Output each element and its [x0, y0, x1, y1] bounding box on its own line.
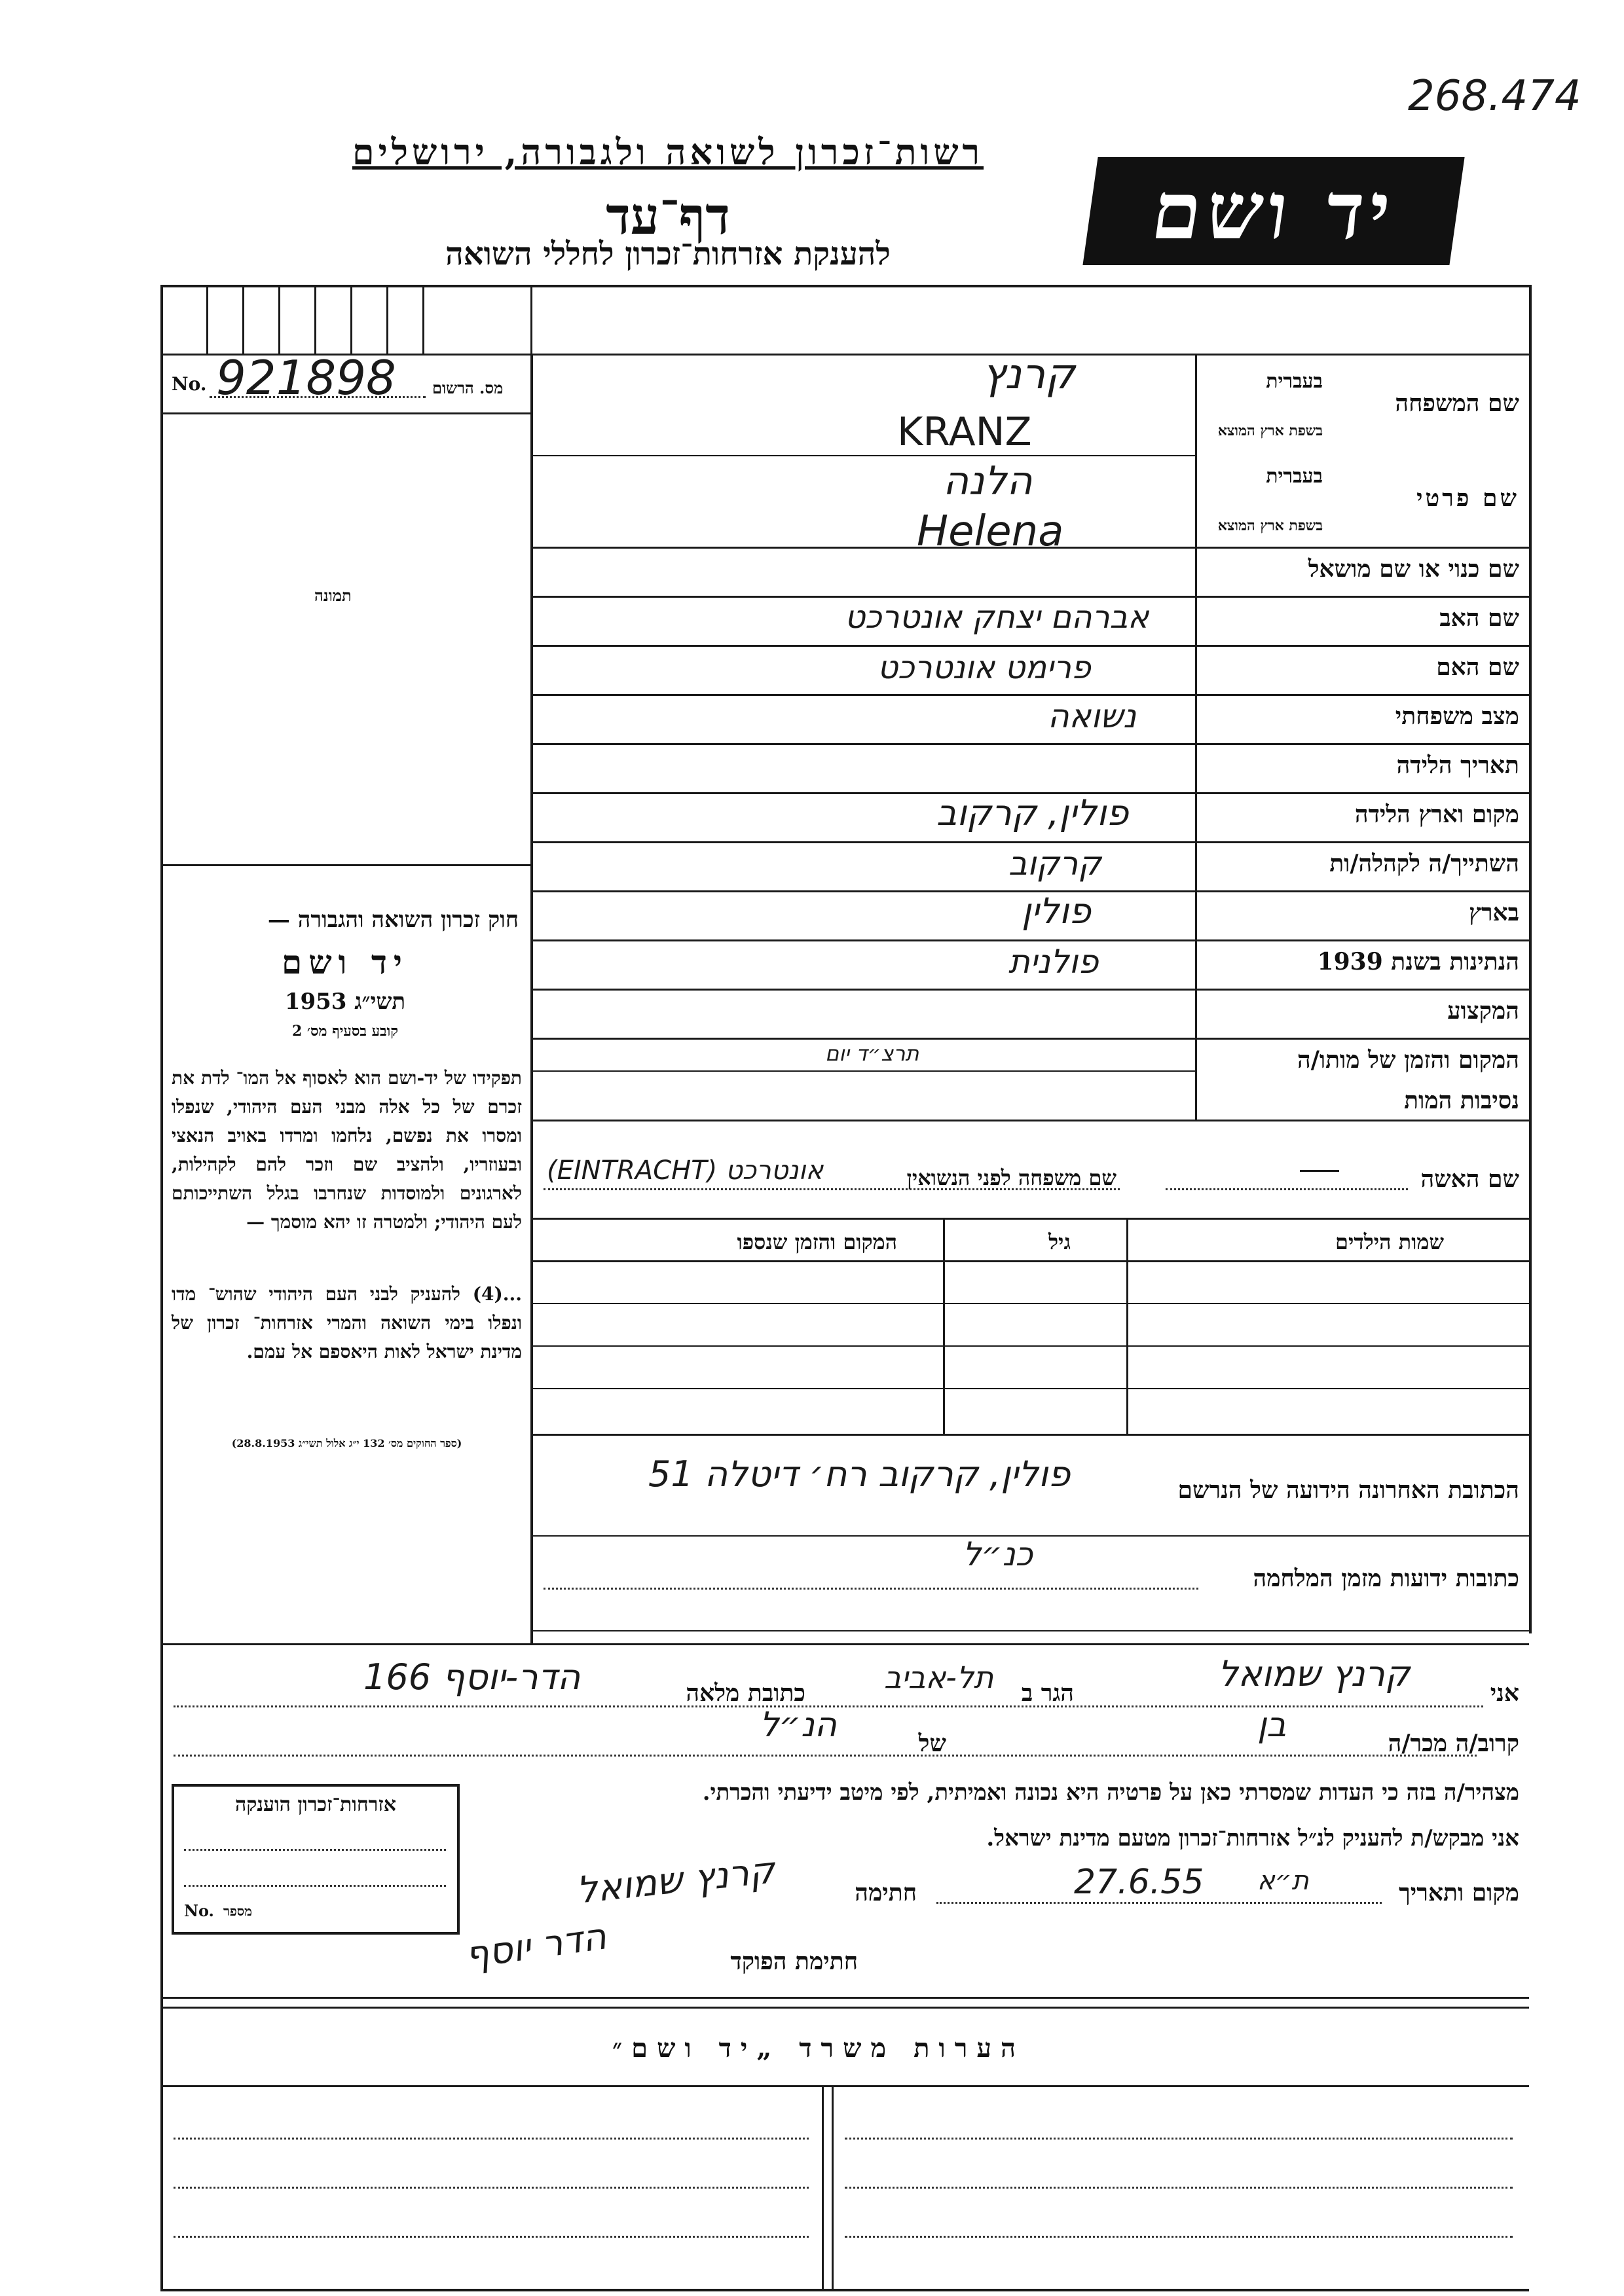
- registration-label: מס. הרשום: [432, 378, 504, 397]
- officer-signature-label: חתימת הפוקד: [730, 1948, 858, 1975]
- marital-value: נשואה: [1048, 697, 1137, 735]
- mother-label: שם האם: [1436, 653, 1519, 681]
- witness-of-value: הנ״ל: [760, 1705, 837, 1745]
- signature-label: חתימה: [855, 1879, 917, 1906]
- death-circumstances-label: נסיבות המות: [1404, 1087, 1519, 1114]
- citizenship-box-no: No.: [184, 1901, 214, 1920]
- last-address-value: פולין, קרקוב רח׳ דיטלה 51: [648, 1453, 1071, 1495]
- citizenship-1939-value: פולנית: [1008, 943, 1099, 981]
- witness-i-label: אני: [1490, 1679, 1519, 1707]
- form-subtitle: להענקת אזרחות־זכרון לחללי השואה: [445, 236, 891, 272]
- country-value: פולין: [1022, 890, 1091, 932]
- witness-relation-label: קרוב/ה מכר/ה: [1388, 1730, 1519, 1757]
- witness-city-value: תל-אביב: [884, 1660, 994, 1695]
- law-text-1: תפקידו של יד-ושם הוא לאסוף אל המו־ לדת את זכרם של כל אלה מבני העם היהודי, שנפלו ומסרו את נפשם, נלחמו ומרדו באויב הנאצי ובעוזריו, ולהציב שם וזכר להם לקהילות, לארגונים ולמוסדות שנחרבו בגלל השתייכותם לעם היהודי; ולמטרה זו יהא מוסמך —: [172, 1067, 522, 1233]
- first-name-native-label: בשפת ארץ המוצא: [1217, 517, 1323, 534]
- mother-value: פרימט אונטרכט: [877, 649, 1091, 686]
- place-date-label: מקום ותאריך: [1399, 1879, 1519, 1906]
- archive-number: 268.474: [1408, 72, 1581, 120]
- logo-text: יד ושם: [1146, 165, 1401, 257]
- birth-place-value: פולין, קרקוב: [936, 792, 1129, 833]
- community-value: קרקוב: [1008, 845, 1101, 883]
- yad-vashem-logo: [1082, 157, 1464, 265]
- officer-signature: הדר יוסף: [462, 1915, 609, 1977]
- law-title: חוק זכרון השואה והגבורה —: [267, 907, 519, 933]
- citizenship-box-number-label: מספר: [223, 1903, 252, 1919]
- witness-resident-label: הגר ב: [1021, 1679, 1074, 1707]
- witness-date-value: 27.6.55: [1074, 1863, 1204, 1902]
- father-label: שם האב: [1439, 604, 1519, 632]
- witness-signature: קרנץ שמואל: [574, 1849, 777, 1912]
- children-age-header: גיל: [1048, 1230, 1071, 1254]
- witness-address-value: הדר-יוסף 166: [363, 1656, 581, 1698]
- wife-maiden-value: אונטרכט (EINTRACHT): [547, 1156, 824, 1186]
- family-name-hebrew-label: בעברית: [1266, 370, 1323, 393]
- law-name: יד ושם: [282, 943, 409, 981]
- authority-name: רשות־זכרון לשואה ולגבורה, ירושלים: [352, 131, 984, 173]
- witness-date-place-value: ת״א: [1257, 1866, 1309, 1896]
- death-place-label: המקום והזמן של מותו/ה: [1297, 1046, 1519, 1074]
- wife-maiden-label: שם משפחה לפני הנשואין: [906, 1165, 1116, 1190]
- law-reference: (ספר החוקים מס׳ 132 י״ג אלול תשי״ג 28.8.1953): [231, 1437, 462, 1449]
- first-name-native-value: Helena: [917, 507, 1064, 556]
- law-text-2: ...(4) להעניק לבני העם היהודי שהוש־ מדו ונפלו בימי השואה והמרי אזרחות־ זכרון של מדינת ישראל לאות היאספם אל עמם.: [172, 1283, 522, 1362]
- first-name-hebrew-value: הלנה: [943, 458, 1033, 504]
- war-address-value: כנ״ל: [963, 1535, 1033, 1573]
- family-name-hebrew-value: קרנץ: [982, 350, 1075, 399]
- citizenship-1939-label: הנתינות בשנת 1939: [1317, 948, 1519, 975]
- first-name-label: שם פרטי: [1416, 484, 1519, 512]
- death-place-value: תרצ״ד יום: [825, 1041, 919, 1066]
- war-addresses-label: כתובות ידועות מזמן המלחמה: [1253, 1565, 1519, 1592]
- family-name-label: שם המשפחה: [1395, 390, 1519, 417]
- first-name-hebrew-label: בעברית: [1266, 465, 1323, 488]
- father-value: אברהם יצחק אונטרכט: [845, 599, 1149, 636]
- community-label: השתייך/ה לקהלה/ות: [1329, 850, 1519, 877]
- law-clause: קובע בסעיף מס׳ 2: [291, 1023, 399, 1040]
- children-place-header: המקום והזמן שנספו: [737, 1230, 897, 1254]
- last-address-label: הכתובת האחרונה הידועה של הנרשם: [1177, 1476, 1519, 1504]
- photo-label: תמונה: [314, 586, 352, 605]
- marital-label: מצב משפחתי: [1395, 702, 1519, 730]
- witness-request: אני מבקש/ת להעניק לנ״ל אזרחות־זכרון מטעם מדינת ישראל.: [986, 1825, 1519, 1851]
- citizenship-box-title: אזרחות־זכרון הוענקה: [234, 1793, 397, 1816]
- wife-label: שם האשה: [1420, 1165, 1519, 1193]
- birth-date-label: תאריך הלידה: [1396, 752, 1519, 779]
- registration-no-label: No.: [172, 373, 207, 395]
- witness-declaration: מצהיר/ה בזה כי העדות שמסרתי כאן על פרטיה היא נכונה ואמיתית, לפי מיטב ידיעתי והכרתי.: [702, 1779, 1519, 1806]
- citizenship-granted-box: [172, 1784, 460, 1935]
- registration-number: 921898: [216, 350, 396, 405]
- children-names-header: שמות הילדים: [1335, 1230, 1444, 1254]
- law-year: תשי״ג 1953: [284, 989, 406, 1015]
- birth-place-label: מקום וארץ הלידה: [1354, 801, 1519, 828]
- witness-address-label: כתובת מלאה: [686, 1679, 805, 1707]
- family-name-native-value: KRANZ: [897, 409, 1032, 455]
- witness-name-value: קרנץ שמואל: [1218, 1653, 1411, 1694]
- form-title: דף־עד: [606, 187, 730, 246]
- family-name-native-label: בשפת ארץ המוצא: [1217, 422, 1323, 439]
- nickname-label: שם כנוי או שם מושאל: [1308, 555, 1519, 583]
- profession-label: המקצוע: [1447, 997, 1519, 1025]
- witness-of-label: של: [918, 1730, 946, 1757]
- witness-relation-value: בן: [1257, 1705, 1287, 1745]
- yad-vashem-office-notes-title: הערות משרד „יד ושם״: [612, 2033, 1025, 2064]
- country-label: בארץ: [1469, 899, 1519, 926]
